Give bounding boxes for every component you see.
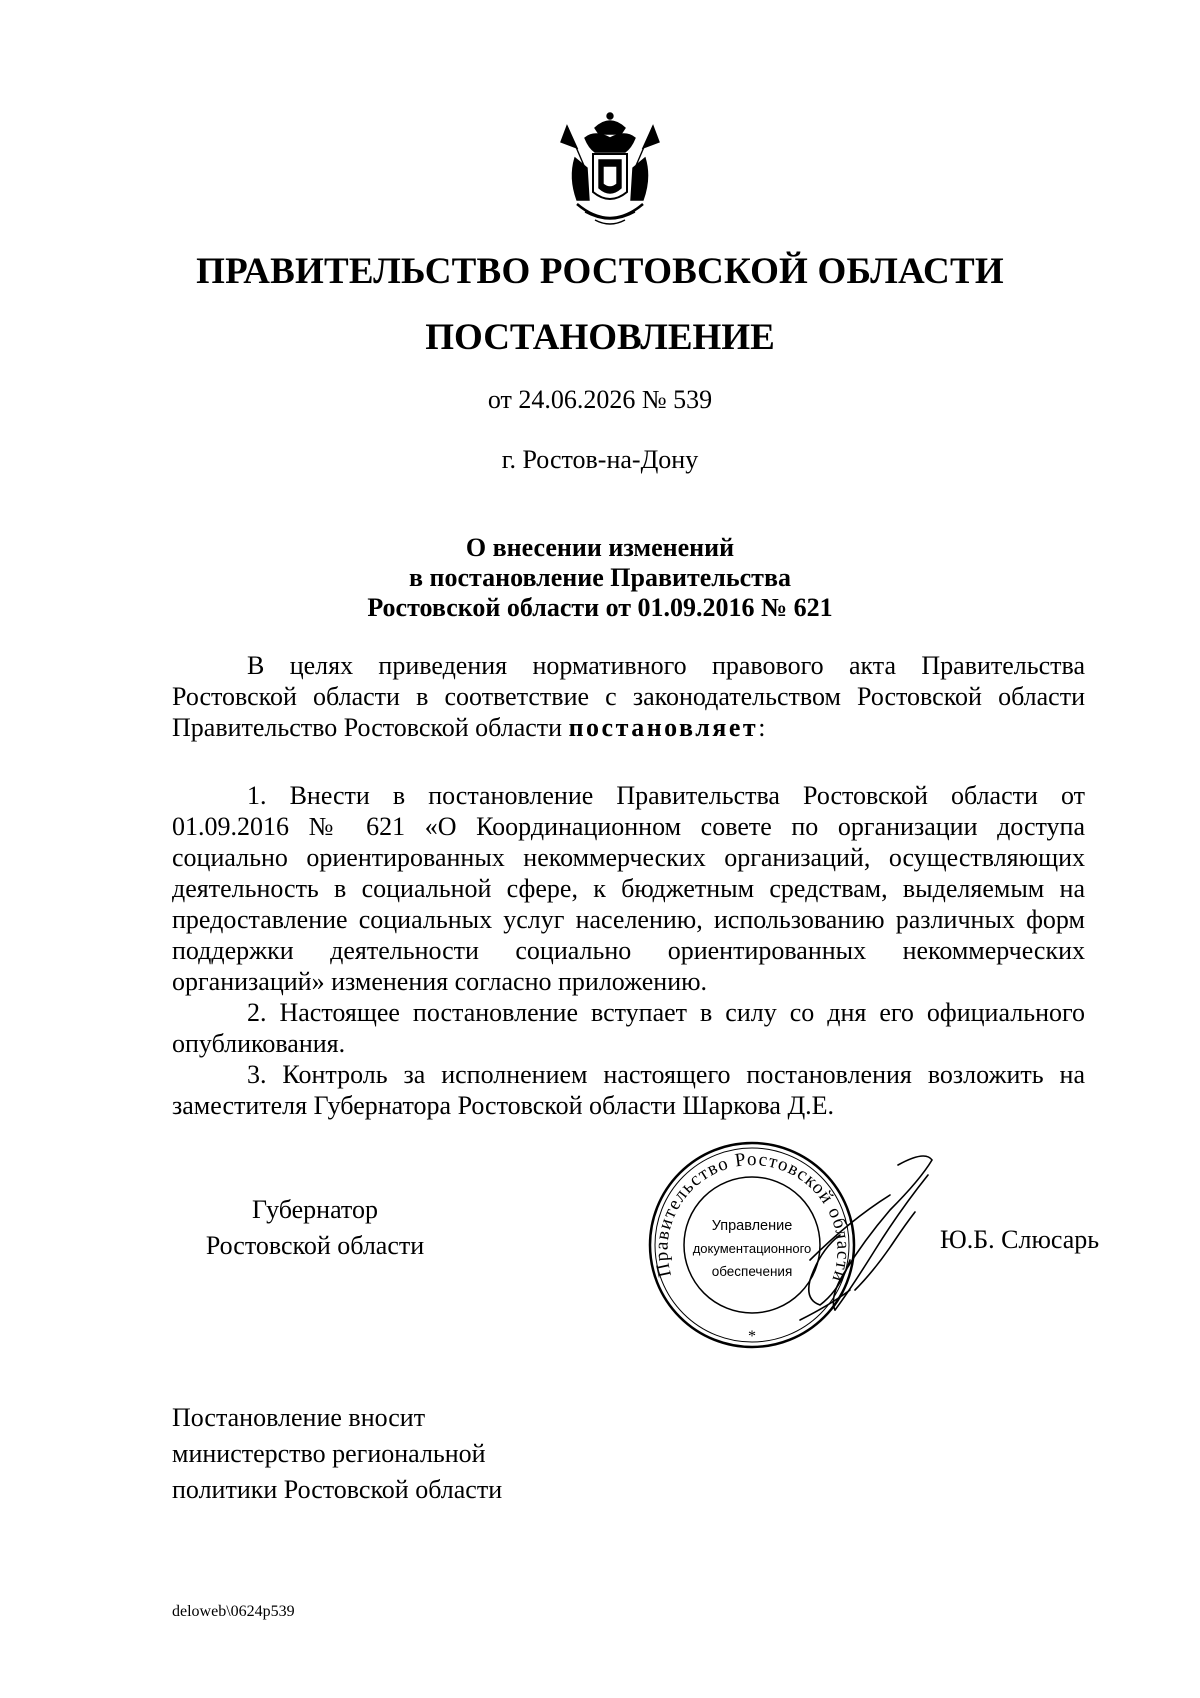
seal-inner-line: обеспечения [711, 1264, 793, 1279]
signer-position [175, 1192, 455, 1264]
resolves-keyword: постановляет [568, 713, 759, 742]
government-title: ПРАВИТЕЛЬСТВО РОСТОВСКОЙ ОБЛАСТИ [196, 251, 1004, 292]
subject-line: О внесении изменений [465, 533, 735, 562]
resolution-items [172, 780, 1085, 1121]
seal-inner-line: Управление [711, 1218, 793, 1234]
signer-position-line: Ростовской области [205, 1231, 425, 1260]
seal-star: * [748, 1328, 756, 1345]
introduced-by-line: политики Ростовской области [172, 1475, 503, 1504]
coat-of-arms-icon [555, 108, 665, 236]
introduced-by-line: министерство региональной [172, 1439, 486, 1468]
document-city: г. Ростов-на-Дону [501, 445, 699, 474]
preamble-end: : [758, 713, 766, 742]
document-subject [0, 533, 1200, 623]
document-date-number: от 24.06.2026 № 539 [487, 385, 713, 414]
subject-line: в постановление Правительства [408, 563, 791, 592]
preamble-paragraph [172, 650, 1085, 743]
subject-line: Ростовской области от 01.09.2016 № 621 [367, 593, 833, 622]
resolution-item: 3. Контроль за исполнением настоящего постановления возложить на заместителя Губернатора Ростовской области Шаркова Д.Е. [172, 1060, 1085, 1120]
preamble-text: В целях приведения нормативного правового акта Правительства Ростовской области в соответствие с законодательством Ростовской области Правительство Ростовской области [172, 651, 1085, 742]
signer-name: Ю.Б. Слюсарь [940, 1225, 1100, 1254]
file-reference: deloweb\0624p539 [172, 1603, 295, 1620]
seal-outer-text: Правительство Ростовской области [651, 1149, 854, 1286]
resolution-item: 2. Настоящее постановление вступает в силу со дня его официального опубликования. [172, 998, 1085, 1058]
signer-position-line: Губернатор [252, 1195, 378, 1224]
introduced-by [172, 1400, 502, 1508]
introduced-by-line: Постановление вносит [172, 1403, 426, 1432]
seal-inner-line: документационного [692, 1241, 812, 1256]
document-type: ПОСТАНОВЛЕНИЕ [425, 317, 775, 358]
resolution-item: 1. Внести в постановление Правительства Ростовской области от 01.09.2016 № 621 «О Координационном совете по организации доступа социально ориентированных некоммерческих организаций, осуществляющих деятельность в социальной сфере, к бюджетным средствам, выделяемым на предоставление социальных услуг населению, использованию различных форм поддержки деятельности социально ориентированных некоммерческих организаций» изменения согласно приложению. [172, 781, 1085, 996]
